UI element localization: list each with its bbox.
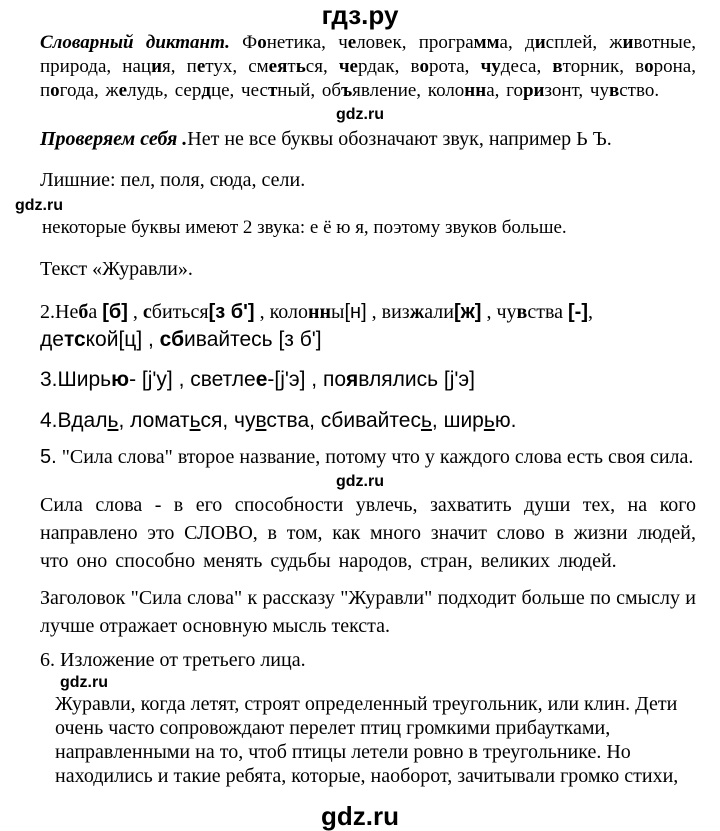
task5-answer2-paragraph: Заголовок "Сила слова" к рассказу "Журавли" подходит больше по смыслу и лучше отражает основную мысль текста. — [40, 587, 696, 637]
task6-title-line: 6. Изложение от третьего лица. — [40, 649, 306, 671]
watermark-gdz-3: gdz.ru — [336, 473, 384, 490]
extra-words-line: Лишние: пел, поля, сюда, сели. — [40, 169, 306, 191]
watermark-gdz-2: gdz.ru — [15, 197, 63, 214]
check-yourself-paragraph: Проверяем себя .Нет не все буквы обозначают звук, например Ь Ъ. — [40, 128, 612, 150]
vocabulary-dictation-paragraph: Словарный диктант. Фонетика, человек, программа, дисплей, животные, природа, нация, петух, смеяться, чердак, ворота, чудеса, вторник, ворона, погода, желудь, сердце, честный, объявление, колонна, горизонт, чувство. — [40, 32, 697, 101]
task3-transcription-line: 3.Ширью- [j'у] , светлее-[j'э] , появлялись [j'э] — [40, 368, 475, 391]
two-sounds-line: некоторые буквы имеют 2 звука: е ё ю я, поэтому звуков больше. — [42, 217, 567, 238]
task5-title-line: 5. "Сила слова" второе название, потому что у каждого слова есть своя сила. — [40, 446, 694, 468]
task5-answer-paragraph: Сила слова - в его способности увлечь, захватить души тех, на кого направлено это СЛОВО, в том, как много значит слово в жизни людей, что оно способно менять судьбы народов, стран, великих людей. — [40, 494, 696, 572]
task2-transcription-line1: 2.Неба [б] , сбиться[з б'] , колонны[н] , визжали[ж] , чувства [-], — [40, 301, 593, 323]
site-title: гдз.ру — [321, 0, 399, 30]
watermark-gdz-1: gdz.ru — [336, 106, 384, 123]
task2-transcription-line2: детской[ц] , сбивайтесь [з б'] — [40, 328, 322, 351]
text-title-line: Текст «Журавли». — [40, 258, 193, 280]
watermark-gdz-4: gdz.ru — [60, 674, 108, 691]
watermark-gdz-bottom: gdz.ru — [321, 801, 399, 831]
task4-underlined-words-line: 4.Вдаль, ломаться, чувства, сбивайтесь, ширью. — [40, 409, 517, 432]
task6-essay-paragraph: Журавли, когда летят, строят определенный треугольник, или клин. Дети очень часто сопровождают перелет птиц громкими прибаутками, направленными на то, чтоб птицы летели ровно в треугольнике. Но находились и такие ребята, которые, наоборот, зачитывали громко стихи, — [55, 693, 679, 787]
